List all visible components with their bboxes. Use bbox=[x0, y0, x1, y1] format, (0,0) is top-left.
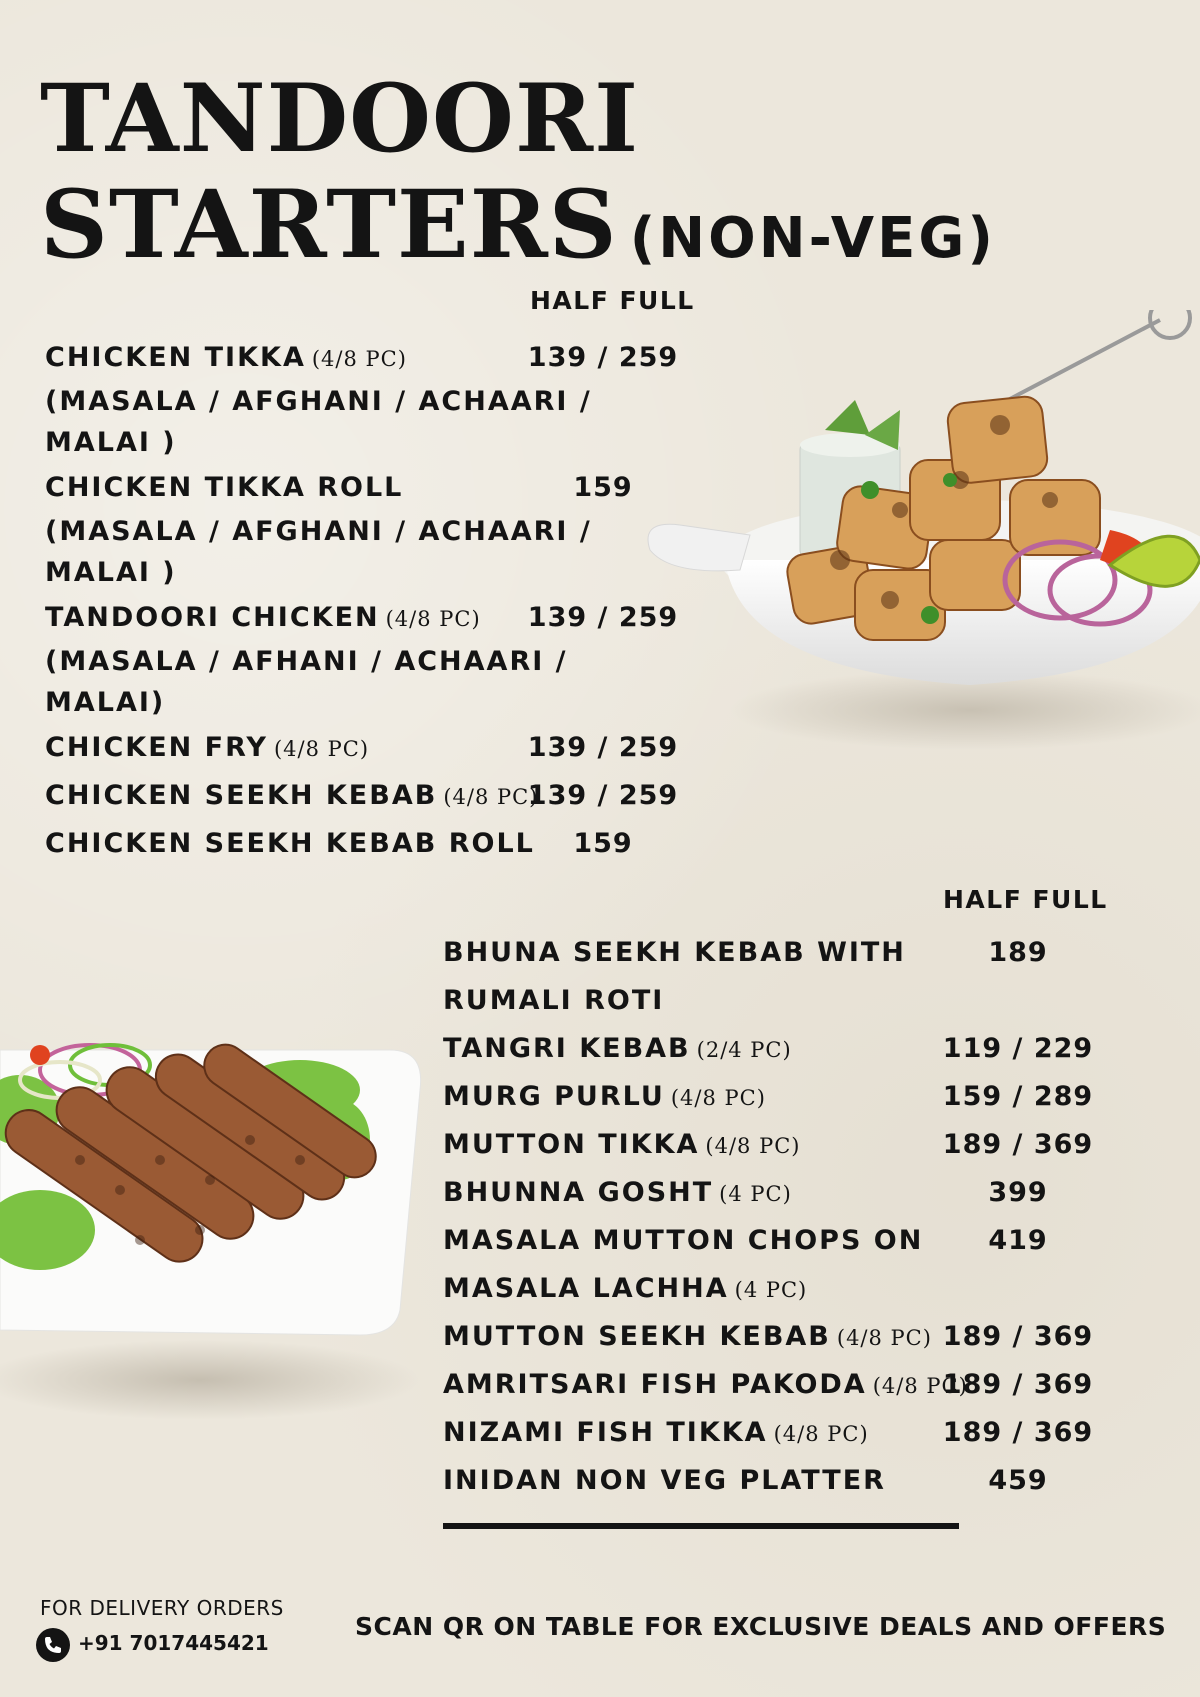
menu-item: AMRITSARI FISH PAKODA (4/8 PC) bbox=[443, 1369, 968, 1400]
menu-item-variants: MALAI ) bbox=[45, 557, 177, 588]
menu-item: CHICKEN FRY (4/8 PC) bbox=[45, 732, 370, 763]
menu-item-price: 399 bbox=[988, 1177, 1048, 1208]
menu-item-price: 119 / 229 bbox=[942, 1033, 1094, 1064]
page-title bbox=[40, 66, 996, 292]
menu-item-price: 139 / 259 bbox=[527, 732, 679, 763]
section-divider bbox=[443, 1523, 959, 1529]
menu-item-variants: (MASALA / AFHANI / ACHAARI / bbox=[45, 646, 568, 677]
menu-item-price: 159 bbox=[573, 472, 633, 503]
menu-item-price: 139 / 259 bbox=[527, 780, 679, 811]
title-line-1: TANDOORI bbox=[40, 64, 640, 174]
phone-icon bbox=[36, 1628, 70, 1662]
menu-item: MUTTON TIKKA (4/8 PC) bbox=[443, 1129, 801, 1160]
menu-item-price: 139 / 259 bbox=[527, 342, 679, 373]
menu-item: TANGRI KEBAB (2/4 PC) bbox=[443, 1033, 792, 1064]
section1-header: HALF FULL bbox=[530, 286, 695, 315]
menu-item-price: 189 bbox=[988, 937, 1048, 968]
menu-item: INIDAN NON VEG PLATTER bbox=[443, 1465, 886, 1496]
delivery-label: FOR DELIVERY ORDERS bbox=[40, 1596, 284, 1620]
menu-item: BHUNNA GOSHT (4 PC) bbox=[443, 1177, 792, 1208]
section2-header: HALF FULL bbox=[943, 885, 1108, 914]
menu-item: MUTTON SEEKH KEBAB (4/8 PC) bbox=[443, 1321, 932, 1352]
menu-item: MURG PURLU (4/8 PC) bbox=[443, 1081, 766, 1112]
menu-item-variants: RUMALI ROTI bbox=[443, 985, 665, 1016]
menu-item: NIZAMI FISH TIKKA (4/8 PC) bbox=[443, 1417, 869, 1448]
menu-item-variants: (MASALA / AFGHANI / ACHAARI / bbox=[45, 516, 592, 547]
phone-number[interactable]: +91 7017445421 bbox=[78, 1631, 269, 1655]
menu-item: MASALA MUTTON CHOPS ON bbox=[443, 1225, 924, 1256]
menu-item: BHUNA SEEKH KEBAB WITH bbox=[443, 937, 906, 968]
menu-item-price: 459 bbox=[988, 1465, 1048, 1496]
menu-item-price: 159 bbox=[573, 828, 633, 859]
menu-item: CHICKEN TIKKA ROLL bbox=[45, 472, 404, 503]
menu-item-price: 189 / 369 bbox=[942, 1369, 1094, 1400]
title-subtitle: (NON-VEG) bbox=[629, 206, 996, 271]
menu-item-variants: (MASALA / AFGHANI / ACHAARI / bbox=[45, 386, 592, 417]
menu-item-price: 419 bbox=[988, 1225, 1048, 1256]
menu-item-variants: MALAI ) bbox=[45, 427, 177, 458]
menu-item: TANDOORI CHICKEN (4/8 PC) bbox=[45, 602, 481, 633]
title-line-2: STARTERS bbox=[40, 170, 618, 280]
menu-item: CHICKEN TIKKA (4/8 PC) bbox=[45, 342, 407, 373]
menu-item-variants: MALAI) bbox=[45, 687, 166, 718]
chicken-tikka-plate-image bbox=[640, 310, 1200, 770]
menu-item-price: 159 / 289 bbox=[942, 1081, 1094, 1112]
promo-text: SCAN QR ON TABLE FOR EXCLUSIVE DEALS AND OFFERS bbox=[355, 1612, 1167, 1641]
menu-item-price: 139 / 259 bbox=[527, 602, 679, 633]
menu-item: CHICKEN SEEKH KEBAB ROLL bbox=[45, 828, 535, 859]
menu-item-variants: MASALA LACHHA (4 PC) bbox=[443, 1273, 808, 1304]
seekh-kebab-plate-image bbox=[0, 1010, 430, 1430]
menu-item: CHICKEN SEEKH KEBAB (4/8 PC) bbox=[45, 780, 539, 811]
menu-item-price: 189 / 369 bbox=[942, 1129, 1094, 1160]
menu-item-price: 189 / 369 bbox=[942, 1417, 1094, 1448]
menu-item-price: 189 / 369 bbox=[942, 1321, 1094, 1352]
